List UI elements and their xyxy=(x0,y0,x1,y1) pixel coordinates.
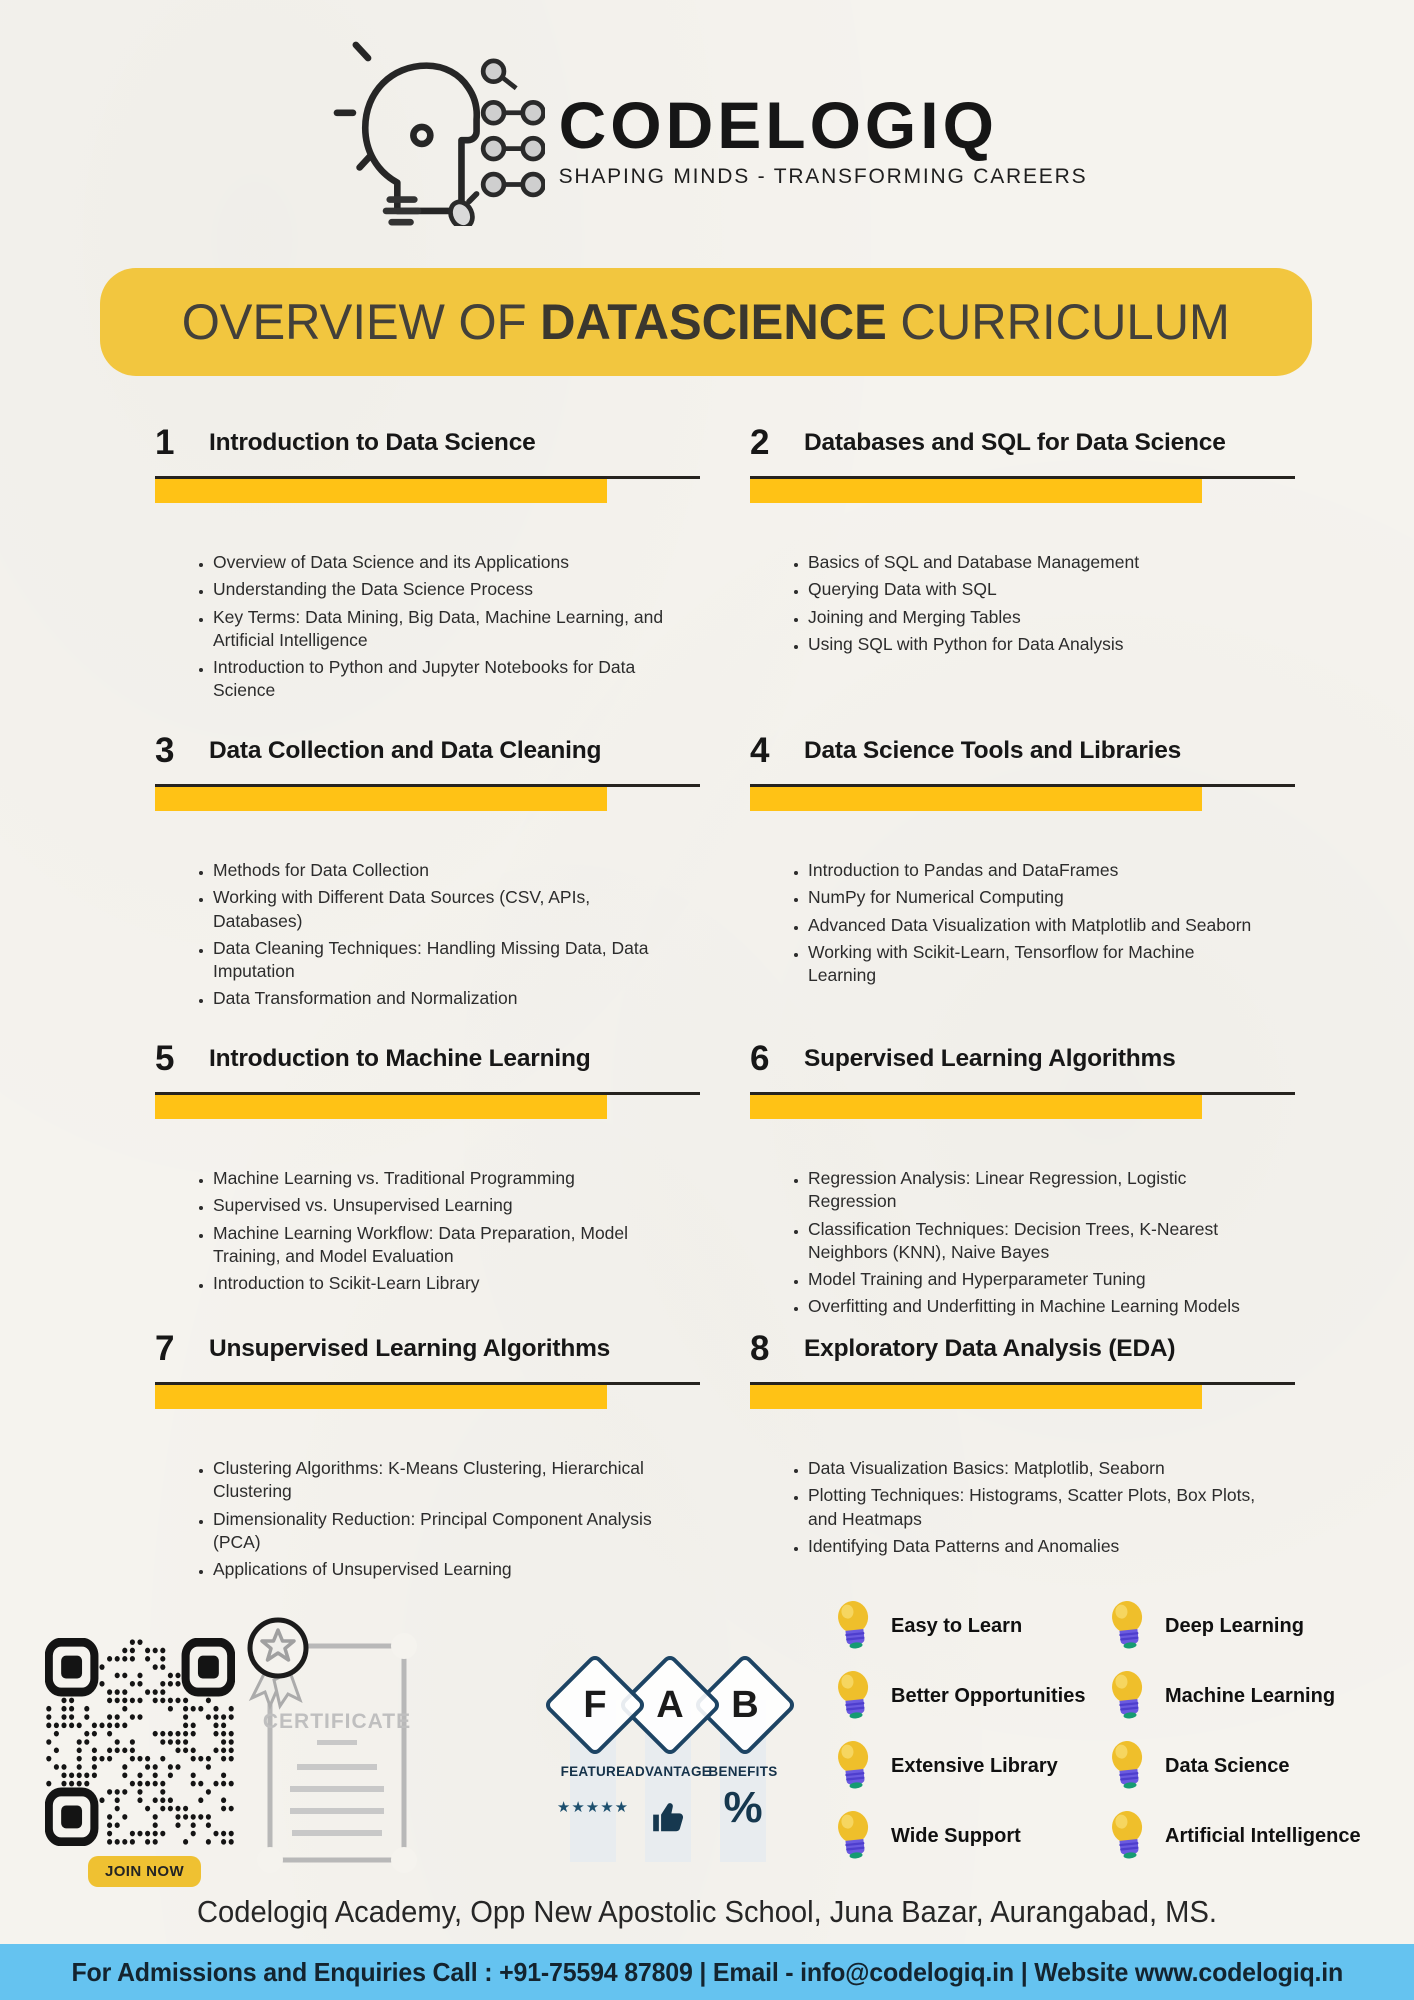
module-number: 5 xyxy=(155,1039,175,1078)
logo xyxy=(0,26,1414,226)
topic-item: • Using SQL with Python for Data Analysis xyxy=(808,633,1260,656)
yellow-bar xyxy=(750,1385,1202,1409)
topic-item: • Data Cleaning Techniques: Handling Missing Data, Data Imputation xyxy=(213,937,665,984)
module-number: 7 xyxy=(155,1329,175,1368)
topic-item: • Data Visualization Basics: Matplotlib, Seaborn xyxy=(808,1457,1260,1480)
topic-item: • Overview of Data Science and its Applications xyxy=(213,551,665,574)
module-4-tools-and-libraries xyxy=(750,726,1295,991)
rating-stars-icon: ★★★★★ xyxy=(556,1799,630,1816)
module-header xyxy=(155,726,700,776)
module-number: 4 xyxy=(750,731,770,770)
fab-letter-f: F xyxy=(583,1683,607,1726)
module-5-intro-machine-learning xyxy=(155,1034,700,1299)
module-number: 1 xyxy=(155,423,175,462)
topic-item: • Plotting Techniques: Histograms, Scatter Plots, Box Plots, and Heatmaps xyxy=(808,1484,1260,1531)
topic-item: • Understanding the Data Science Process xyxy=(213,578,665,601)
module-topics xyxy=(750,859,1295,987)
certificate-illustration xyxy=(238,1606,433,1891)
topic-item: • Introduction to Python and Jupyter Notebooks for Data Science xyxy=(213,656,665,703)
module-title: Supervised Learning Algorithms xyxy=(804,1045,1176,1072)
topic-item: • Data Transformation and Normalization xyxy=(213,987,665,1010)
topic-item: • Querying Data with SQL xyxy=(808,578,1260,601)
lightbulb-icon xyxy=(1106,1600,1150,1652)
module-3-data-collection-cleaning xyxy=(155,726,700,1015)
module-title: Introduction to Data Science xyxy=(209,429,536,456)
join-now-button[interactable]: JOIN NOW xyxy=(88,1856,201,1887)
module-topics xyxy=(750,1457,1295,1558)
module-6-supervised-learning xyxy=(750,1034,1295,1323)
topic-item: • Working with Scikit-Learn, Tensorflow for Machine Learning xyxy=(808,941,1260,988)
feature-label: Easy to Learn xyxy=(891,1614,1023,1637)
topic-item: • Basics of SQL and Database Management xyxy=(808,551,1260,574)
yellow-bar xyxy=(155,479,607,503)
fab-letter-b: B xyxy=(731,1683,759,1726)
module-title: Data Science Tools and Libraries xyxy=(804,737,1182,764)
fab-label-benefits: BENEFITS xyxy=(708,1764,778,1779)
topic-item: • Identifying Data Patterns and Anomalies xyxy=(808,1535,1260,1558)
module-title: Databases and SQL for Data Science xyxy=(804,429,1226,456)
lightbulb-icon xyxy=(1106,1740,1150,1792)
topic-item: • Dimensionality Reduction: Principal Component Analysis (PCA) xyxy=(213,1508,665,1555)
yellow-bar xyxy=(750,1095,1202,1119)
percent-icon: % xyxy=(723,1783,763,1832)
topic-item: • Joining and Merging Tables xyxy=(808,606,1260,629)
yellow-bar xyxy=(750,479,1202,503)
module-topics xyxy=(750,551,1295,656)
feature-wide-support xyxy=(832,1810,1021,1862)
fab-letter-a: A xyxy=(656,1683,684,1726)
module-header xyxy=(750,726,1295,776)
module-topics xyxy=(750,1167,1295,1319)
module-number: 8 xyxy=(750,1329,770,1368)
yellow-bar xyxy=(750,787,1202,811)
module-title: Data Collection and Data Cleaning xyxy=(209,737,602,764)
topic-item: • Introduction to Scikit-Learn Library xyxy=(213,1272,665,1295)
topic-item: • Introduction to Pandas and DataFrames xyxy=(808,859,1260,882)
module-8-exploratory-data-analysis xyxy=(750,1324,1295,1562)
module-number: 6 xyxy=(750,1039,770,1078)
module-header xyxy=(155,418,700,468)
module-topics xyxy=(155,1167,700,1295)
feature-label: Data Science xyxy=(1165,1754,1290,1777)
feature-deep-learning xyxy=(1106,1600,1304,1652)
feature-label: Wide Support xyxy=(891,1824,1021,1847)
brain-network-logo-icon xyxy=(327,26,545,226)
yellow-bar xyxy=(155,1385,607,1409)
title-prefix: OVERVIEW OF xyxy=(181,294,541,350)
feature-label: Better Opportunities xyxy=(891,1684,1086,1707)
feature-label: Deep Learning xyxy=(1165,1614,1304,1637)
feature-better-opportunities xyxy=(832,1670,1085,1722)
module-2-databases-and-sql xyxy=(750,418,1295,660)
module-topics xyxy=(155,859,700,1011)
module-number: 3 xyxy=(155,731,175,770)
lightbulb-icon xyxy=(832,1600,876,1652)
module-topics xyxy=(155,1457,700,1581)
title-highlight: DATASCIENCE xyxy=(540,294,888,350)
brand-tagline: SHAPING MINDS - TRANSFORMING CAREERS xyxy=(558,164,1088,188)
module-7-unsupervised-learning xyxy=(155,1324,700,1585)
lightbulb-icon xyxy=(1106,1810,1150,1862)
module-title: Exploratory Data Analysis (EDA) xyxy=(804,1335,1176,1362)
feature-label: Machine Learning xyxy=(1165,1684,1336,1707)
topic-item: • Regression Analysis: Linear Regression, Logistic Regression xyxy=(808,1167,1260,1214)
feature-data-science xyxy=(1106,1740,1290,1792)
topic-item: • Methods for Data Collection xyxy=(213,859,665,882)
module-title: Unsupervised Learning Algorithms xyxy=(209,1335,611,1362)
module-title: Introduction to Machine Learning xyxy=(209,1045,591,1072)
topic-item: • Working with Different Data Sources (CSV, APIs, Databases) xyxy=(213,886,665,933)
title-suffix: CURRICULUM xyxy=(887,294,1231,350)
poster-title xyxy=(182,293,1230,351)
topic-item: • Model Training and Hyperparameter Tuning xyxy=(808,1268,1260,1291)
module-header xyxy=(750,1034,1295,1084)
contact-footer-bar xyxy=(0,1944,1414,2000)
qr-code xyxy=(45,1638,235,1846)
academy-address: Codelogiq Academy, Opp New Apostolic School, Juna Bazar, Aurangabad, MS. xyxy=(197,1894,1217,1929)
topic-item: • Advanced Data Visualization with Matplotlib and Seaborn xyxy=(808,914,1260,937)
module-1-introduction-to-data-science xyxy=(155,418,700,707)
fab-label-feature: FEATURE xyxy=(560,1764,626,1779)
title-banner xyxy=(100,268,1312,376)
lightbulb-icon xyxy=(832,1740,876,1792)
module-header xyxy=(155,1324,700,1374)
fab-label-advantage: ADVANTAGE xyxy=(624,1764,712,1779)
module-header xyxy=(750,1324,1295,1374)
yellow-bar xyxy=(155,1095,607,1119)
brand-block xyxy=(558,87,1088,189)
certificate-label: CERTIFICATE xyxy=(262,1710,412,1733)
topic-item: • Key Terms: Data Mining, Big Data, Machine Learning, and Artificial Intelligence xyxy=(213,606,665,653)
feature-artificial-intelligence xyxy=(1106,1810,1361,1862)
lightbulb-icon xyxy=(832,1670,876,1722)
lightbulb-icon xyxy=(1106,1670,1150,1722)
module-number: 2 xyxy=(750,423,770,462)
feature-extensive-library xyxy=(832,1740,1058,1792)
fab-diamond-feature xyxy=(543,1653,648,1758)
lightbulb-icon xyxy=(832,1810,876,1862)
topic-item: • Machine Learning vs. Traditional Programming xyxy=(213,1167,665,1190)
feature-easy-to-learn xyxy=(832,1600,1022,1652)
feature-label: Extensive Library xyxy=(891,1754,1058,1777)
topic-item: • Machine Learning Workflow: Data Preparation, Model Training, and Model Evaluation xyxy=(213,1222,665,1269)
topic-item: • Overfitting and Underfitting in Machine Learning Models xyxy=(808,1295,1260,1318)
topic-item: • Classification Techniques: Decision Trees, K-Nearest Neighbors (KNN), Naive Bayes xyxy=(808,1218,1260,1265)
topic-item: • Clustering Algorithms: K-Means Clustering, Hierarchical Clustering xyxy=(213,1457,665,1504)
topic-item: • Supervised vs. Unsupervised Learning xyxy=(213,1194,665,1217)
topic-item: • Applications of Unsupervised Learning xyxy=(213,1558,665,1581)
brand-name: CODELOGIQ xyxy=(558,87,998,162)
module-header xyxy=(750,418,1295,468)
contact-info: For Admissions and Enquiries Call : +91-75594 87809 | Email - info@codelogiq.in | Website www.codelogiq.in xyxy=(71,1956,1343,1987)
feature-machine-learning xyxy=(1106,1670,1335,1722)
topic-item: • NumPy for Numerical Computing xyxy=(808,886,1260,909)
module-topics xyxy=(155,551,700,703)
module-header xyxy=(155,1034,700,1084)
thumbs-up-icon xyxy=(650,1798,688,1841)
feature-label: Artificial Intelligence xyxy=(1165,1824,1361,1847)
yellow-bar xyxy=(155,787,607,811)
